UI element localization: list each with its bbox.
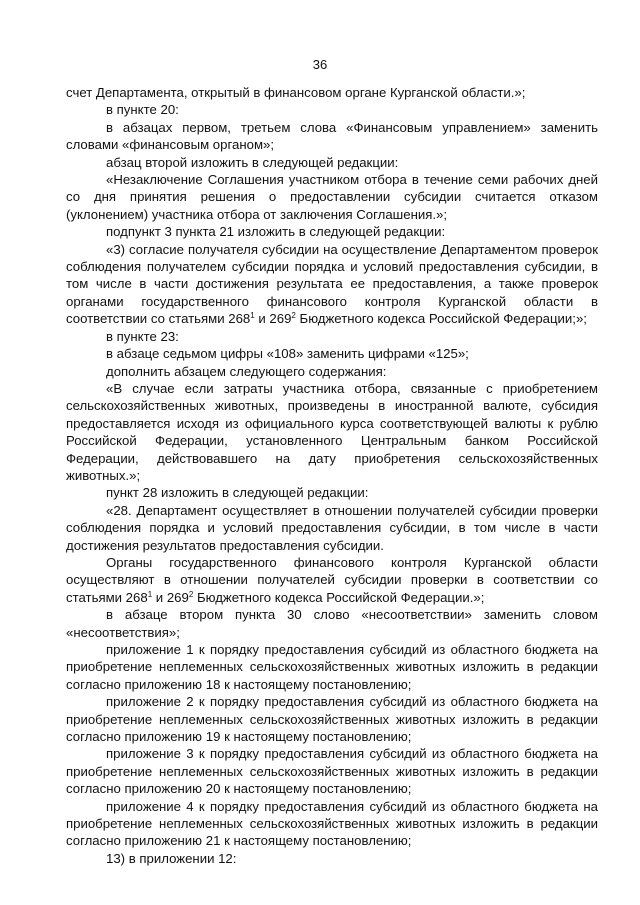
paragraph: в пункте 23:: [106, 328, 179, 344]
page-number: 36: [312, 57, 328, 72]
paragraph: «Незаключение Соглашения участником отбора в течение семи рабочих дней со дня принятия решения о предоставлении субсидии считается отказом (уклонением) участника отбора от заключения Соглашения.»;: [66, 172, 598, 222]
paragraph: приложение 2 к порядку предоставления субсидий из областного бюджета на приобретение неплеменных сельскохозяйственных животных изложить в редакции согласно приложению 19 к настоящему постановлению;: [66, 694, 598, 745]
paragraph: Органы государственного финансового контроля Курганской области осуществляют в отношении получателей субсидии проверки в соответствии со статьями $268^1$ и $269^2$ Бюджетного кодекса Российской Федерации.»;: [66, 554, 598, 605]
paragraph: приложение 4 к порядку предоставления субсидий из областного бюджета на приобретение неплеменных сельскохозяйственных животных изложить в редакции согласно приложению 21 к настоящему постановлению;: [66, 798, 598, 849]
paragraph: пункт 28 изложить в следующей редакции:: [106, 485, 369, 501]
paragraph: счет Департамента, открытый в финансовом органе Курганской области.»;: [66, 85, 526, 100]
paragraph: приложение 3 к порядку предоставления субсидий из областного бюджета на приобретение неплеменных сельскохозяйственных животных изложить в редакции согласно приложению 20 к настоящему постановлению;: [66, 746, 598, 797]
paragraph: в пункте 20:: [106, 102, 179, 118]
paragraph: «3) согласие получателя субсидии на осуществление Департаментом проверок соблюдения получателем субсидии порядка и условий предоставления субсидии, в том числе в части достижения результата ее предоставления, а также проверок органами государственного финансового контроля Курганской области в соответствии со статьями $268^1$ и $269^2$ Бюджетного кодекса Российской Федерации;»;: [66, 241, 598, 327]
paragraph: абзац второй изложить в следующей редакции:: [106, 154, 399, 170]
paragraph: «28. Департамент осуществляет в отношении получателей субсидии проверки соблюдения порядка и условий предоставления субсидии, в том числе в части достижения результатов предоставления субсидии.: [66, 502, 598, 553]
superscript: 1: [250, 311, 255, 321]
superscript: 2: [291, 311, 296, 321]
paragraph: «В случае если затраты участника отбора, связанные с приобретением сельскохозяйственных животных, произведены в иностранной валюте, субсидия предоставляется исходя из официального курса соответствующей валюты к рублю Российской Федерации, установленного Центральным банком Российской Федерации, действовавшего на дату приобретения сельскохозяйственных животных.»;: [66, 380, 598, 483]
document-body: [66, 84, 598, 867]
superscript: 2: [188, 589, 194, 599]
paragraph: в абзаце седьмом цифры «108» заменить цифрами «125»;: [106, 346, 469, 362]
paragraph: дополнить абзацем следующего содержания:: [106, 363, 387, 379]
superscript: 1: [147, 589, 153, 599]
paragraph: приложение 1 к порядку предоставления субсидий из областного бюджета на приобретение неплеменных сельскохозяйственных животных изложить в редакции согласно приложению 18 к настоящему постановлению;: [66, 642, 598, 692]
paragraph: подпункт 3 пункта 21 изложить в следующей редакции:: [106, 224, 446, 240]
paragraph: в абзацах первом, третьем слова «Финансовым управлением» заменить словами «финансовым органом»;: [66, 119, 598, 153]
paragraph: в абзаце втором пункта 30 слово «несоответствии» заменить словом «несоответствия»;: [66, 607, 598, 640]
paragraph: 13) в приложении 12:: [106, 850, 237, 866]
